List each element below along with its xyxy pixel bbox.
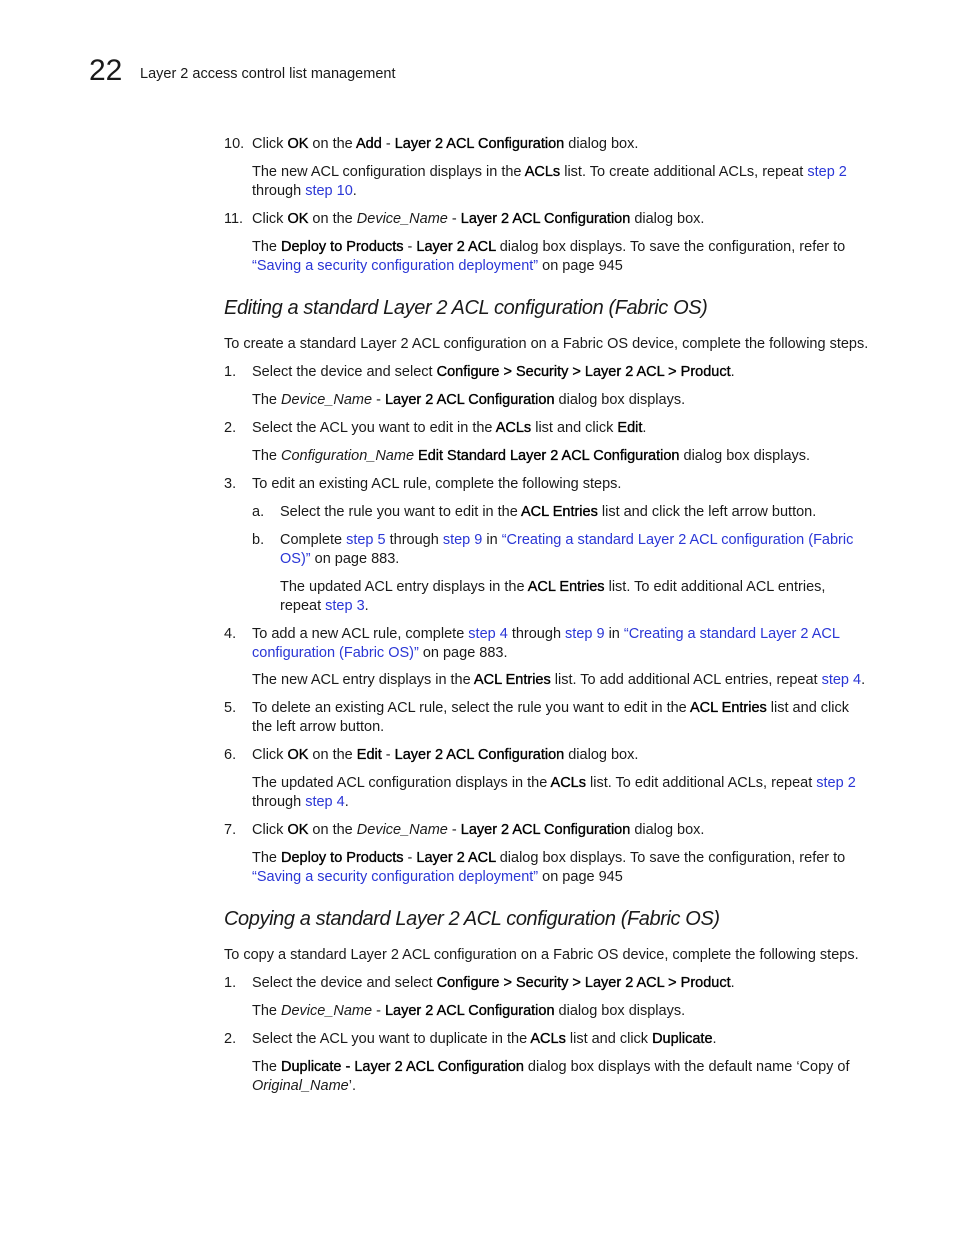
link-step-4[interactable]: step 4: [468, 626, 508, 642]
section-heading-editing: Editing a standard Layer 2 ACL configuration (Fabric OS): [224, 297, 708, 319]
copy-step-1: Select the device and select Configure > Security > Layer 2 ACL > Product.: [252, 975, 735, 991]
step-number: 2.: [224, 420, 237, 436]
link-creating-acl-cont[interactable]: configuration (Fabric OS)”: [252, 645, 419, 661]
step-number: 3.: [224, 476, 237, 492]
edit-step-2-result: The Configuration_Name Edit Standard Layer 2 ACL Configuration dialog box displays.: [252, 448, 811, 464]
copy-step-2: Select the ACL you want to duplicate in the ACLs list and click Duplicate.: [252, 1031, 717, 1047]
step-number: 4.: [224, 626, 237, 642]
section-intro: To copy a standard Layer 2 ACL configuration on a Fabric OS device, complete the following steps.: [224, 947, 859, 963]
link-step-9[interactable]: step 9: [442, 532, 483, 548]
step-number: 7.: [224, 822, 237, 838]
step-11: Click OK on the Device_Name - Layer 2 ACL Configuration dialog box.: [252, 211, 705, 227]
copy-step-1-result: The Device_Name - Layer 2 ACL Configuration dialog box displays.: [252, 1003, 686, 1019]
link-step-4[interactable]: step 4: [821, 672, 862, 688]
edit-step-3b-result: The updated ACL entry displays in the ACL Entries list. To edit additional ACL entries, repeat step 3.: [280, 579, 826, 614]
link-step-5[interactable]: step 5: [346, 532, 386, 548]
copy-step-2-result: The Duplicate - Layer 2 ACL Configuration dialog box displays with the default name ‘Copy of Original_Name’.: [252, 1059, 850, 1094]
edit-step-1: Select the device and select Configure > Security > Layer 2 ACL > Product.: [252, 364, 735, 380]
step-number: 6.: [224, 747, 237, 763]
edit-step-4: To add a new ACL rule, complete step 4 through step 9 in “Creating a standard Layer 2 ACL configuration (Fabric OS)” on page 883.: [252, 626, 840, 661]
step-number: 5.: [224, 700, 237, 716]
substep-letter: a.: [252, 504, 265, 520]
edit-step-5: To delete an existing ACL rule, select the rule you want to edit in the ACL Entries list and click the left arrow button.: [252, 700, 849, 735]
edit-step-4-result: The new ACL entry displays in the ACL Entries list. To add additional ACL entries, repeat step 4.: [252, 672, 866, 688]
step-10-result: The new ACL configuration displays in the ACLs list. To create additional ACLs, repeat step 2 through step 10.: [252, 164, 847, 199]
step-11-result: The Deploy to Products - Layer 2 ACL dialog box displays. To save the configuration, refer to “Saving a security configuration deployment” on page 945: [252, 239, 846, 274]
step-10: Click OK on the Add - Layer 2 ACL Configuration dialog box.: [252, 136, 639, 152]
edit-step-3a: Select the rule you want to edit in the ACL Entries list and click the left arrow button.: [280, 504, 817, 520]
edit-step-2: Select the ACL you want to edit in the ACLs list and click Edit.: [252, 420, 647, 436]
edit-step-6: Click OK on the Edit - Layer 2 ACL Configuration dialog box.: [252, 747, 639, 763]
step-number: 10.: [224, 136, 245, 152]
edit-step-3b: Complete step 5 through step 9 in “Creating a standard Layer 2 ACL configuration (Fabric OS)” on page 883.: [280, 532, 854, 567]
link-step-9[interactable]: step 9: [565, 626, 605, 642]
chapter-title: Layer 2 access control list management: [140, 66, 396, 82]
section-intro: To create a standard Layer 2 ACL configuration on a Fabric OS device, complete the following steps.: [224, 336, 869, 352]
substep-letter: b.: [252, 532, 265, 548]
edit-step-3: To edit an existing ACL rule, complete the following steps.: [252, 476, 622, 492]
link-saving-deployment[interactable]: “Saving a security configuration deployment”: [252, 869, 539, 885]
link-step-2[interactable]: step 2: [807, 164, 847, 180]
link-step-4[interactable]: step 4: [305, 794, 345, 810]
edit-step-1-result: The Device_Name - Layer 2 ACL Configuration dialog box displays.: [252, 392, 686, 408]
step-number: 11.: [224, 211, 244, 227]
link-creating-acl-cont[interactable]: OS)”: [280, 551, 311, 567]
edit-step-6-result: The updated ACL configuration displays in the ACLs list. To edit additional ACLs, repeat step 2 through step 4.: [252, 775, 856, 810]
link-saving-deployment[interactable]: “Saving a security configuration deployment”: [252, 258, 539, 274]
chapter-number: 22: [89, 54, 123, 87]
step-number: 1.: [224, 975, 237, 991]
link-step-2[interactable]: step 2: [816, 775, 856, 791]
section-heading-copying: Copying a standard Layer 2 ACL configuration (Fabric OS): [224, 908, 720, 930]
link-creating-acl[interactable]: “Creating a standard Layer 2 ACL: [623, 626, 840, 642]
edit-step-7-result: The Deploy to Products - Layer 2 ACL dialog box displays. To save the configuration, refer to “Saving a security configuration deployment” on page 945: [252, 850, 846, 885]
step-number: 1.: [224, 364, 237, 380]
link-step-3[interactable]: step 3: [325, 598, 365, 614]
step-number: 2.: [224, 1031, 237, 1047]
link-step-10[interactable]: step 10: [305, 183, 353, 199]
edit-step-7: Click OK on the Device_Name - Layer 2 ACL Configuration dialog box.: [252, 822, 705, 838]
link-creating-acl[interactable]: “Creating a standard Layer 2 ACL configuration (Fabric: [501, 532, 854, 548]
